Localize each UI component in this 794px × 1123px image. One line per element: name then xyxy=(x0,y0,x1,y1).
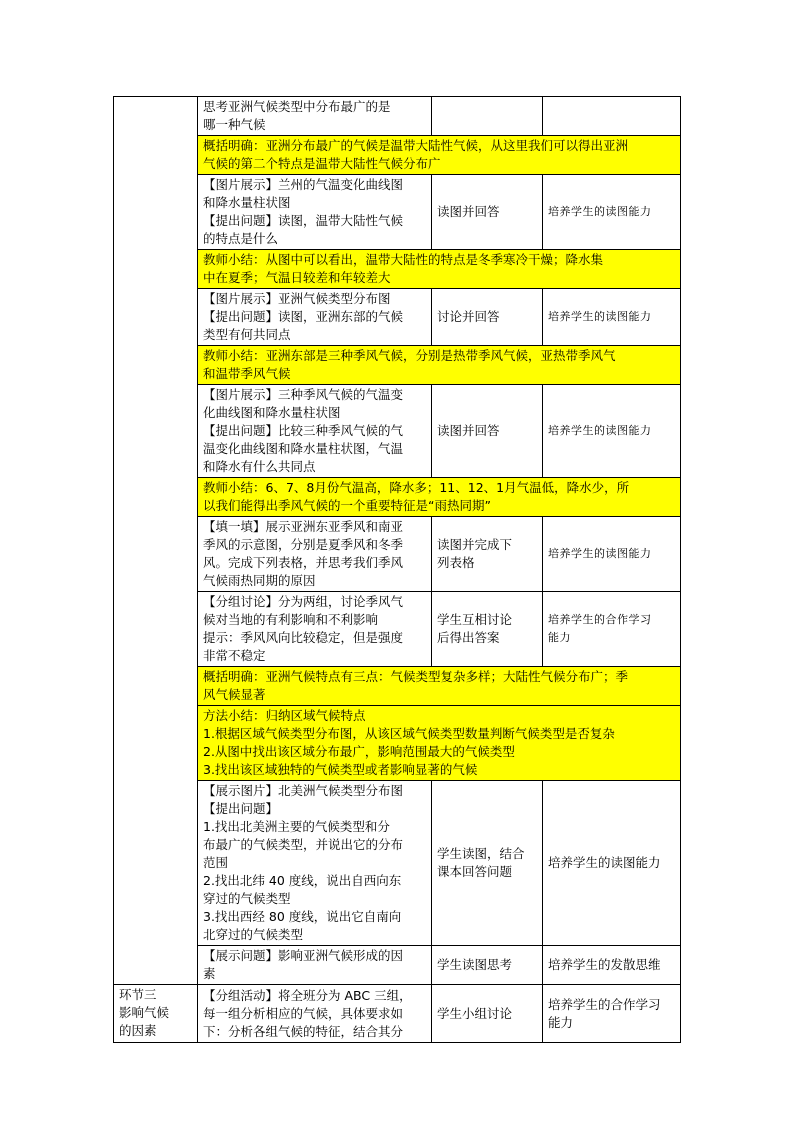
section-title-cell: 环节三 影响气候 的因素 xyxy=(114,985,198,1043)
activity-cell: 学生读图思考 xyxy=(432,946,543,985)
summary-row xyxy=(114,667,681,706)
summary-cell: 教师小结：6、7、8月份气温高，降水多；11、12、1月气温低，降水少，所 以我们能得出季风气候的一个重要特征是“雨热同期” xyxy=(198,478,681,517)
summary-cell: 教师小结：从图中可以看出，温带大陆性的特点是冬季寒冷干燥；降水集 中在夏季；气温日较差和年较差大 xyxy=(198,250,681,289)
summary-row xyxy=(114,346,681,385)
process-cell: 【分组活动】将全班分为 ABC 三组， 每一组分析相应的气候，具体要求如 下：分析各组气候的特征，结合其分 xyxy=(198,985,432,1043)
table-row xyxy=(114,175,681,250)
process-cell: 【图片展示】三种季风气候的气温变 化曲线图和降水量柱状图 【提出问题】比较三种季风气候的气 温变化曲线图和降水量柱状图，气温 和降水有什么共同点 xyxy=(198,385,432,478)
summary-cell: 概括明确：亚洲分布最广的气候是温带大陆性气候，从这里我们可以得出亚洲 气候的第二个特点是温带大陆性气候分布广 xyxy=(198,136,681,175)
intent-cell: 培养学生的发散思维 xyxy=(543,946,681,985)
activity-cell: 读图并完成下 列表格 xyxy=(432,517,543,592)
summary-row xyxy=(114,706,681,781)
process-cell: 【展示图片】北美洲气候类型分布图 【提出问题】 1.找出北美洲主要的气候类型和分 布最广的气候类型，并说出它的分布 范围 2.找出北纬 40 度线，说出自西向东 穿过的气候类型 3.找出西经 80 度线，说出它自南向 北穿过的气候类型 xyxy=(198,781,432,946)
lesson-plan-table xyxy=(113,96,681,1043)
summary-row xyxy=(114,250,681,289)
section-cell-empty xyxy=(114,97,198,985)
table-row xyxy=(114,289,681,346)
method-summary-cell: 方法小结：归纳区域气候特点 1.根据区域气候类型分布图，从该区域气候类型数量判断气候类型是否复杂 2.从图中找出该区域分布最广，影响范围最大的气候类型 3.找出该区域独特的气候类型或者影响显著的气候 xyxy=(198,706,681,781)
summary-row xyxy=(114,478,681,517)
activity-cell: 读图并回答 xyxy=(432,385,543,478)
process-cell: 【图片展示】兰州的气温变化曲线图 和降水量柱状图 【提出问题】读图，温带大陆性气候 的特点是什么 xyxy=(198,175,432,250)
summary-cell: 概括明确：亚洲气候特点有三点：气候类型复杂多样；大陆性气候分布广；季 风气候显著 xyxy=(198,667,681,706)
intent-cell: 培养学生的读图能力 xyxy=(543,385,681,478)
process-cell: 【展示问题】影响亚洲气候形成的因 素 xyxy=(198,946,432,985)
intent-cell: 培养学生的合作学习 能力 xyxy=(543,592,681,667)
intent-cell xyxy=(543,97,681,136)
table-row xyxy=(114,592,681,667)
process-cell: 【图片展示】亚洲气候类型分布图 【提出问题】读图，亚洲东部的气候 类型有何共同点 xyxy=(198,289,432,346)
intent-cell: 培养学生的合作学习 能力 xyxy=(543,985,681,1043)
table-row xyxy=(114,385,681,478)
activity-cell: 讨论并回答 xyxy=(432,289,543,346)
activity-cell xyxy=(432,97,543,136)
activity-cell: 学生互相讨论 后得出答案 xyxy=(432,592,543,667)
process-cell: 思考亚洲气候类型中分布最广的是 哪一种气候 xyxy=(198,97,432,136)
activity-cell: 学生小组讨论 xyxy=(432,985,543,1043)
activity-cell: 学生读图，结合 课本回答问题 xyxy=(432,781,543,946)
table-row xyxy=(114,781,681,946)
table-row xyxy=(114,946,681,985)
table-row xyxy=(114,97,681,136)
intent-cell: 培养学生的读图能力 xyxy=(543,175,681,250)
summary-row xyxy=(114,136,681,175)
process-cell: 【填一填】展示亚洲东亚季风和南亚 季风的示意图，分别是夏季风和冬季 风。完成下列表格，并思考我们季风 气候雨热同期的原因 xyxy=(198,517,432,592)
table-row xyxy=(114,517,681,592)
intent-cell: 培养学生的读图能力 xyxy=(543,289,681,346)
summary-cell: 教师小结：亚洲东部是三种季风气候，分别是热带季风气候，亚热带季风气 和温带季风气候 xyxy=(198,346,681,385)
intent-cell: 培养学生的读图能力 xyxy=(543,781,681,946)
intent-cell: 培养学生的读图能力 xyxy=(543,517,681,592)
process-cell: 【分组讨论】分为两组，讨论季风气 候对当地的有利影响和不利影响 提示：季风风向比较稳定，但是强度 非常不稳定 xyxy=(198,592,432,667)
activity-cell: 读图并回答 xyxy=(432,175,543,250)
table-row xyxy=(114,985,681,1043)
